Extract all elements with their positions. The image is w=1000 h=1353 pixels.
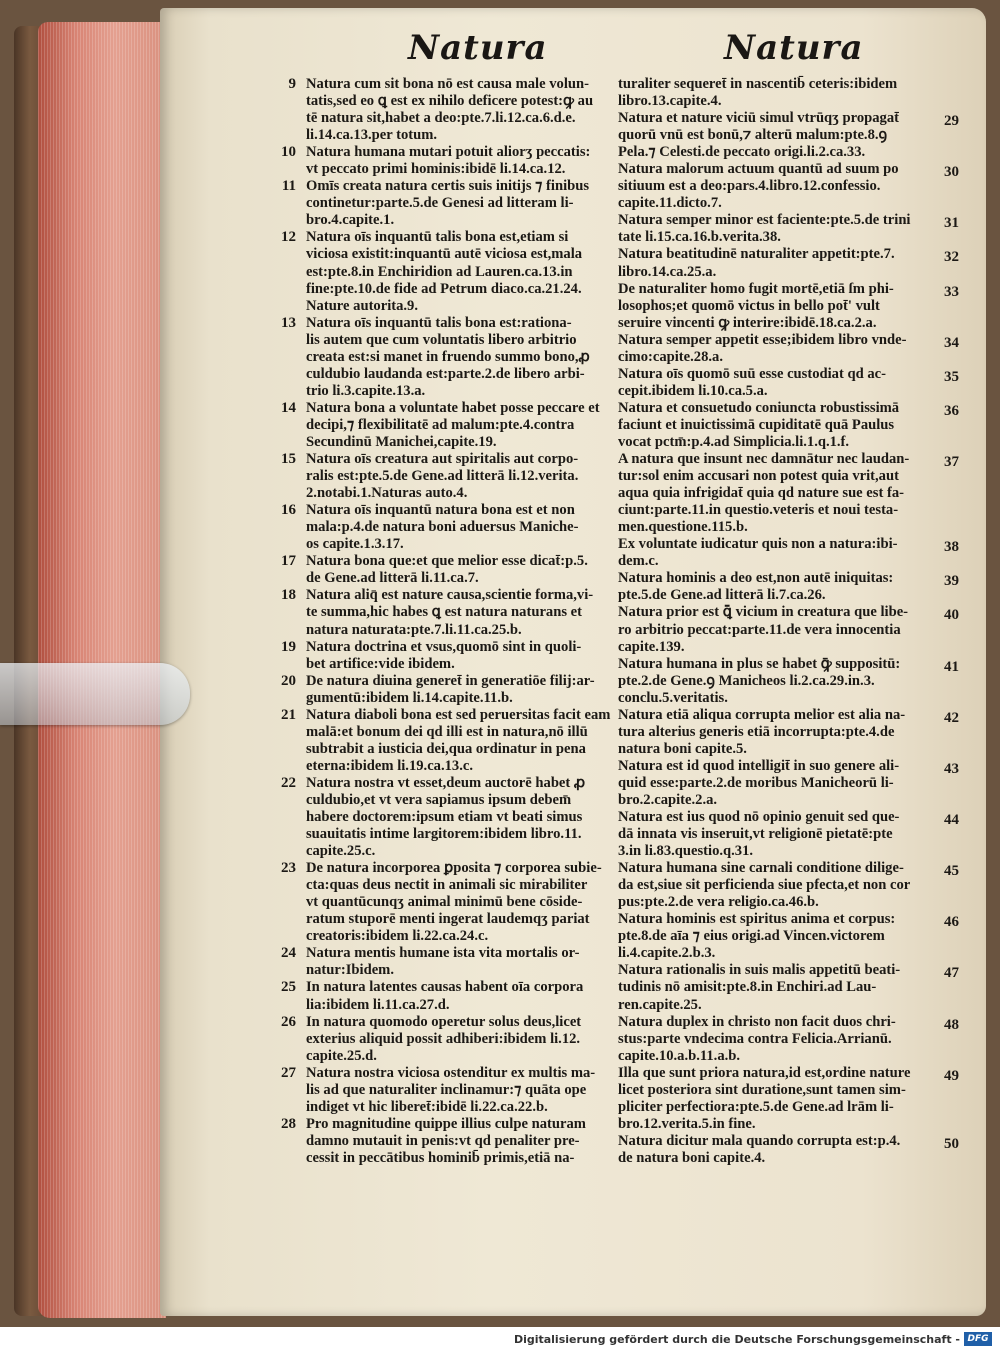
entry-number: 39 [944, 573, 959, 590]
entry-line: decipi,⁊ flexibilitatē ad malum:pte.4.contra [306, 416, 575, 433]
entry-line: tatis,sed eo ꝗ est ex nihilo deficere potest:ꝙ au [306, 93, 594, 110]
entry-line: dem.c. [618, 553, 659, 570]
entry-line: losophos;et quomō victus in bello pot̄' vult [618, 297, 880, 314]
entry-number: 26 [281, 1013, 296, 1030]
entry-line: culdubio,et vt vera sapiamus ipsum debem̄ [306, 791, 572, 808]
entry-number: 43 [944, 760, 959, 777]
entry-line: natura naturata:pte.7.li.11.ca.25.b. [306, 621, 522, 638]
entry-number: 49 [944, 1067, 959, 1084]
entry-line: tura alterius generis etiā incorrupta:pte.4.de [618, 723, 895, 740]
entry-line: Pro magnitudine quippe illius culpe naturam [306, 1115, 586, 1132]
entry-line: ratum stuporē menti ingerat laudemqʒ pariat [306, 911, 590, 928]
entry-number: 18 [281, 587, 296, 604]
index-entry [618, 758, 980, 809]
entry-line: tate li.15.ca.16.b.verita.38. [618, 229, 781, 246]
entry-line: de Gene.ad litterā li.11.ca.7. [306, 570, 479, 587]
entry-line: fine:pte.10.de fide ad Petrum diaco.ca.21.24. [306, 280, 582, 297]
entry-line: ralis est:pte.5.de Gene.ad litterā li.12.verita. [306, 468, 579, 485]
entry-line: Natura nostra viciosa ostenditur ex multis ma- [306, 1064, 596, 1081]
entry-line: libro.14.ca.25.a. [618, 263, 717, 280]
entry-line: Natura etiā aliqua corrupta melior est alia na- [618, 706, 906, 723]
index-entry [270, 1065, 600, 1116]
entry-line: Natura et nature viciū simul vtrūqʒ propagat̄ [618, 110, 900, 127]
entry-line: habere doctorem:ipsum etiam vt beati simus [306, 809, 583, 826]
entry-line: capite.10.a.b.11.a.b. [618, 1047, 741, 1064]
entry-line: viciosa existit:inquantū autē viciosa est,mala [306, 246, 583, 263]
entry-line: tur:sol enim accusari non potest quia vrit,aut [618, 468, 899, 485]
index-entry [618, 451, 980, 536]
entry-number: 35 [944, 368, 959, 385]
entry-line: tē natura sit,habet a deo:pte.7.li.12.ca.6.d.e. [306, 110, 576, 127]
index-entry [270, 673, 600, 707]
entry-number: 24 [281, 945, 296, 962]
entry-line: capite.25.d. [306, 1047, 377, 1064]
dfg-logo: DFG [964, 1332, 992, 1346]
entry-line: creata est:si manet in fruendo summo bono,ꝓ [306, 348, 590, 365]
entry-number: 37 [944, 454, 959, 471]
entry-line: Natura aliq̄ est nature causa,scientie forma,vi- [306, 587, 594, 604]
entry-number: 15 [281, 451, 296, 468]
index-entry [270, 945, 600, 979]
entry-number: 41 [944, 658, 959, 675]
index-entry [618, 161, 980, 212]
entry-line: Natura humana in plus se habet ꝙ̄ suppositū: [618, 655, 901, 672]
index-entry [618, 76, 980, 110]
entry-line: pte.2.de Gene.ꝯ Manicheos li.2.ca.29.in.3. [618, 672, 875, 689]
entry-line: culdubio laudanda est:parte.2.de libero arbi- [306, 365, 585, 382]
entry-number: 45 [944, 863, 959, 880]
entry-line: damno mutauit in penis:vt qd penaliter pre- [306, 1132, 580, 1149]
entry-line: Natura hominis est spiritus anima et corpus: [618, 911, 896, 928]
entry-line: bro.2.capite.2.a. [618, 791, 718, 808]
entry-line: seruire vincenti ꝙ interire:ibidē.18.ca.2.a. [618, 314, 877, 331]
entry-line: In natura quomodo operetur solus deus,licet [306, 1013, 582, 1030]
entry-line: Nature autorita.9. [306, 297, 419, 314]
entry-line: vt quantūcunqʒ animal minimū bene cōside- [306, 894, 583, 911]
index-entry [270, 639, 600, 673]
index-entry [618, 400, 980, 451]
index-entry [618, 570, 980, 604]
index-entry [618, 656, 980, 707]
entry-line: lis ad que naturaliter inclinamur:⁊ quāta ope [306, 1081, 587, 1098]
entry-number: 22 [281, 774, 296, 791]
entry-line: dā innata vis inseruit,vt religionē pietatē:pte [618, 826, 893, 843]
entry-line: Natura duplex in christo non facit duos chri- [618, 1013, 896, 1030]
entry-line: cessit in peccātibus hominib̄ primis,etiā na- [306, 1149, 575, 1166]
entry-line: De naturaliter homo fugit mortē,etiā ſm phi- [618, 280, 894, 297]
index-entry [270, 979, 600, 1013]
entry-line: eterna:ibidem li.19.ca.13.c. [306, 757, 473, 774]
entry-line: turaliter sequeret̄ in nascentib̄ ceteris:ibidem [618, 76, 898, 92]
entry-number: 16 [281, 502, 296, 519]
entry-line: Natura bona que:et que melior esse dicat̄:p.5. [306, 553, 588, 570]
index-entry [618, 110, 980, 161]
entry-line: Natura semper appetit esse;ibidem libro vnde- [618, 331, 907, 348]
entry-line: Natura doctrina et vsus,quomō sint in quoli- [306, 638, 582, 655]
entry-line: quid esse:parte.2.de moribus Manicheorū li- [618, 774, 894, 791]
bookmark-strip [0, 663, 190, 725]
index-entry [270, 315, 600, 400]
index-entry [270, 775, 600, 860]
index-entry [618, 707, 980, 758]
entry-line: de natura boni capite.4. [618, 1149, 766, 1166]
entry-line: pte.8.de aīa ⁊ eius origi.ad Vincen.victorem [618, 928, 885, 945]
entry-line: cepit.ibidem li.10.ca.5.a. [618, 382, 768, 399]
entry-line: suauitatis intime largitorem:ibidem libro.11. [306, 826, 582, 843]
entry-line: bro.4.capite.1. [306, 212, 395, 229]
entry-number: 10 [281, 144, 296, 161]
entry-line: De natura incorporea ꝑposita ⁊ corporea subie- [306, 860, 602, 877]
entry-line: natura boni capite.5. [618, 740, 747, 757]
entry-line: os capite.1.3.17. [306, 536, 404, 553]
entry-line: capite.25.c. [306, 843, 376, 860]
entry-line: subtrabit a iusticia dei,qua ordinatur in pena [306, 740, 586, 757]
index-entry [270, 587, 600, 638]
entry-number: 17 [281, 553, 296, 570]
index-entry [618, 1065, 980, 1133]
running-header-left: Natura [408, 28, 548, 68]
index-entry [618, 962, 980, 1013]
entry-line: malā:et bonum dei qd illi est in natura,nō illū [306, 723, 588, 740]
entry-number: 11 [281, 178, 296, 195]
entry-line: bro.12.verita.5.in fine. [618, 1115, 756, 1132]
index-entry [270, 451, 600, 502]
entry-number: 13 [281, 314, 296, 331]
entry-line: li.4.capite.2.b.3. [618, 945, 716, 962]
index-entry [618, 246, 980, 280]
entry-line: te summa,hic habes ꝗ est natura naturans et [306, 604, 583, 621]
entry-line: sitiuum est a deo:pars.4.libro.12.confessio. [618, 178, 881, 195]
entry-number: 25 [281, 979, 296, 996]
entry-line: trio li.3.capite.13.a. [306, 382, 426, 399]
index-entry [618, 911, 980, 962]
entry-line: ciunt:parte.11.in questio.veteris et noui testa- [618, 502, 899, 519]
index-entry [618, 1133, 980, 1167]
running-header-right: Natura [724, 28, 864, 68]
entry-line: lia:ibidem li.11.ca.27.d. [306, 996, 450, 1013]
entry-line: ren.capite.25. [618, 996, 702, 1013]
entry-number: 38 [944, 539, 959, 556]
entry-number: 27 [281, 1064, 296, 1081]
index-entry [270, 1116, 600, 1167]
entry-line: Natura diaboli bona est sed peruersitas facit eam [306, 706, 611, 723]
index-entry [270, 502, 600, 553]
entry-line: da est,siue sit perficienda siue pfecta,et non cor [618, 877, 911, 894]
entry-number: 42 [944, 709, 959, 726]
index-entry [618, 332, 980, 366]
entry-line: vt peccato primi hominis:ibidē li.14.ca.12. [306, 161, 566, 178]
entry-line: conclu.5.veritatis. [618, 689, 728, 706]
entry-number: 46 [944, 914, 959, 931]
entry-line: Secundinū Manichei,capite.19. [306, 433, 497, 450]
entry-line: Natura est id quod intelligit̄ in suo genere ali- [618, 757, 900, 774]
entry-line: capite.11.dicto.7. [618, 195, 722, 212]
entry-line: 3.in li.83.questio.q.31. [618, 843, 754, 860]
entry-line: gumentū:ibidem li.14.capite.11.b. [306, 689, 513, 706]
entry-line: Natura oīs creatura aut spiritalis aut corpo- [306, 451, 579, 468]
entry-line: vocat pctm̄:p.4.ad Simplicia.li.1.q.1.f. [618, 433, 850, 450]
entry-line: A natura que insunt nec damnātur nec laudan- [618, 451, 910, 468]
right-text-column [618, 76, 980, 1167]
entry-number: 40 [944, 607, 959, 624]
index-entry [270, 76, 600, 144]
entry-number: 30 [944, 164, 959, 181]
entry-number: 23 [281, 860, 296, 877]
index-entry [270, 860, 600, 945]
index-entry [270, 229, 600, 314]
entry-line: Natura dicitur mala quando corrupta est:p.4. [618, 1132, 901, 1149]
entry-line: De natura diuina generet̄ in generatiōe filij:ar- [306, 672, 595, 689]
entry-line: 2.notabi.1.Naturas auto.4. [306, 485, 468, 502]
index-entry [618, 1014, 980, 1065]
index-entry [270, 706, 611, 775]
entry-line: tudinis nō amisit:pte.8.in Enchiri.ad Lau- [618, 979, 877, 996]
entry-line: Natura hominis a deo est,non autē iniquitas: [618, 570, 894, 587]
entry-number: 50 [944, 1135, 959, 1152]
entry-line: creatoris:ibidem li.22.ca.24.c. [306, 928, 489, 945]
entry-line: In natura latentes causas habent oīa corpora [306, 979, 584, 996]
entry-number: 29 [944, 113, 959, 130]
index-entry [618, 536, 980, 570]
entry-line: mala:p.4.de natura boni aduersus Maniche- [306, 519, 579, 536]
entry-line: Natura semper minor est faciente:pte.5.de trini [618, 212, 911, 229]
entry-line: li.14.ca.13.per totum. [306, 127, 438, 144]
entry-line: aqua quia infrigidat̄ quia qd nature sue est fa- [618, 485, 904, 502]
index-entry [618, 366, 980, 400]
entry-line: licet posteriora sint duratione,sunt tamen sim- [618, 1081, 906, 1098]
entry-line: Omīs creata natura certis suis initijs ⁊ finibus [306, 178, 590, 195]
entry-line: Illa que sunt priora natura,id est,ordine nature [618, 1064, 911, 1081]
entry-line: Ex voluntate iudicatur quis non a natura:ibi- [618, 536, 898, 553]
footer-bar [0, 1327, 1000, 1353]
entry-line: Natura et consuetudo coniuncta robustissimā [618, 399, 900, 416]
index-entry [618, 604, 980, 655]
entry-line: libro.13.capite.4. [618, 93, 722, 110]
entry-line: Natura beatitudinē naturaliter appetit:pte.7. [618, 246, 895, 263]
entry-number: 36 [944, 402, 959, 419]
entry-number: 48 [944, 1016, 959, 1033]
entry-line: Natura cum sit bona nō est causa male volun- [306, 76, 589, 92]
entry-line: Natura malorum actuum quantū ad suum po [618, 161, 899, 178]
entry-number: 20 [281, 672, 296, 689]
index-entry [270, 553, 600, 587]
entry-line: Natura oīs inquantū talis bona est,etiam si [306, 229, 569, 246]
entry-line: Natura mentis humane ista vita mortalis or- [306, 945, 580, 962]
index-entry [270, 178, 600, 229]
entry-number: 14 [281, 399, 296, 416]
entry-line: ro arbitrio peccat:parte.11.de vera innocentia [618, 621, 901, 638]
index-entry [618, 212, 980, 246]
entry-line: natur:Ibidem. [306, 962, 394, 979]
index-entry [618, 809, 980, 860]
entry-line: Natura bona a voluntate habet posse peccare et [306, 399, 600, 416]
entry-line: Natura rationalis in suis malis appetitū beati- [618, 962, 901, 979]
entry-line: capite.139. [618, 638, 685, 655]
index-entry [618, 281, 980, 332]
entry-line: Natura est ius quod nō opinio genuit sed que- [618, 809, 900, 826]
entry-line: continetur:parte.5.de Genesi ad litteram li- [306, 195, 574, 212]
entry-number: 9 [288, 76, 296, 92]
entry-line: faciunt et inuictissimā cupiditatē quā Paulus [618, 416, 895, 433]
entry-line: Natura prior est ꝗ̄ vicium in creatura que libe- [618, 604, 909, 621]
index-entry [270, 144, 600, 178]
entry-line: Natura oīs inquantū talis bona est:rationa- [306, 314, 572, 331]
entry-number: 47 [944, 965, 959, 982]
entry-number: 44 [944, 812, 959, 829]
entry-line: Natura oīs inquantū natura bona est et non [306, 502, 575, 519]
entry-number: 21 [281, 706, 296, 723]
entry-line: Natura oīs quomō suū esse custodiat qd ac- [618, 365, 886, 382]
entry-number: 33 [944, 283, 959, 300]
index-entry [618, 860, 980, 911]
index-entry [270, 400, 600, 451]
entry-line: pte.5.de Gene.ad litterā li.7.ca.26. [618, 587, 826, 604]
entry-line: Natura humana mutari potuit aliorʒ peccatis: [306, 144, 591, 161]
entry-number: 19 [281, 638, 296, 655]
entry-line: pliciter perfectiora:pte.5.de Gene.ad lrām li- [618, 1098, 894, 1115]
entry-line: Natura humana sine carnali conditione dilige- [618, 860, 904, 877]
entry-number: 31 [944, 215, 959, 232]
entry-line: exterius aliquid possit adhiberi:ibidem li.12. [306, 1030, 581, 1047]
footer-credit: Digitalisierung gefördert durch die Deutsche Forschungsgemeinschaft - [513, 1333, 960, 1346]
entry-line: pus:pte.2.de vera religio.ca.46.b. [618, 894, 819, 911]
entry-number: 12 [281, 229, 296, 246]
entry-line: indiget vt hic liberet̄:ibidē li.22.ca.22.b. [306, 1098, 548, 1115]
entry-line: cimo:capite.28.a. [618, 348, 723, 365]
entry-line: Pela.⁊ Celesti.de peccato origi.li.2.ca.33. [618, 144, 866, 161]
entry-line: stus:parte vndecima contra Felicia.Arrianū. [618, 1030, 892, 1047]
entry-line: men.questione.115.b. [618, 519, 748, 536]
entry-line: Natura nostra vt esset,deum auctorē habet ꝓ [306, 774, 586, 791]
entry-number: 28 [281, 1115, 296, 1132]
entry-line: quorū vnū est bonū,⁊ alterū malum:pte.8.ꝯ [618, 127, 888, 144]
entry-number: 34 [944, 334, 959, 351]
entry-number: 32 [944, 249, 959, 266]
entry-line: cta:quas deus nectit in animali sic mirabiliter [306, 877, 588, 894]
entry-line: lis autem que cum voluntatis libero arbitrio [306, 331, 577, 348]
left-text-column [270, 76, 611, 1167]
entry-line: bet artifice:vide ibidem. [306, 655, 455, 672]
entry-line: est:pte.8.in Enchiridion ad Lauren.ca.13.in [306, 263, 573, 280]
index-entry [270, 1014, 600, 1065]
